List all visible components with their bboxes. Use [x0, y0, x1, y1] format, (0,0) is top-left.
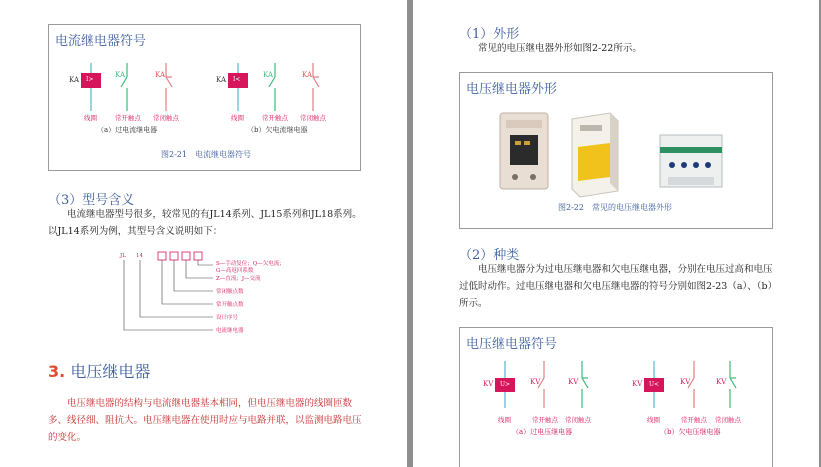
figure-title: 电压继电器符号 [466, 337, 558, 352]
figure-title: 电压继电器外形 [466, 82, 558, 97]
chapter-number: 3. [48, 362, 66, 381]
figure-caption: 图2-21 电流继电器符号 [161, 150, 251, 159]
coil-tag-b: KA [216, 76, 227, 84]
coil-symbol-a: I> [86, 76, 94, 83]
voltage-relay-symbols-drawing [460, 328, 772, 467]
section-1-heading: （1）外形 [459, 27, 520, 42]
model-meaning-diagram [118, 250, 318, 345]
coil-tag-a: KV [483, 380, 494, 388]
subcaption-b: （b）欠电流继电器 [247, 126, 308, 134]
right-page [413, 0, 819, 467]
no-tag-a: KV [568, 378, 579, 386]
model-label-3: Z—直流；J—交流 [216, 276, 261, 282]
figure-title: 电流继电器符号 [55, 34, 147, 49]
left-page [0, 0, 407, 467]
model-label-7: 电流继电器 [216, 328, 244, 334]
nc-label-a: 常闭触点 [153, 114, 179, 122]
section-2-heading: （2）种类 [459, 248, 520, 263]
coil-label-b: 线圈 [231, 114, 244, 122]
section-paragraph: 电流继电器型号很多，较常见的有JL14系列、JL15系列和JL18系列。以JL14系列为例，其型号含义说明如下： [48, 209, 362, 237]
nc-tag-a: KV [530, 378, 541, 386]
coil-label-a: 线圈 [84, 114, 97, 122]
model-prefix-jl: JL [120, 253, 126, 259]
coil-tag-a: KA [69, 76, 80, 84]
figure-caption: 图2-22 常见的电压继电器外形 [558, 203, 672, 212]
no-label-a: 常开触点 [115, 114, 141, 122]
section-2-paragraph: 电压继电器分为过电压继电器和欠电压继电器，分别在电压过高和电压过低时动作。过电压继电器和欠电压继电器的符号分别如图2-23（a）、（b）所示。 [459, 264, 773, 309]
section-1-paragraph: 常见的电压继电器外形如图2-22所示。 [478, 43, 642, 54]
voltage-relay-symbol-figure [459, 327, 773, 467]
nc-label-b: 常闭触点 [300, 114, 326, 122]
nc-contact-a-blade [166, 77, 172, 87]
no-tag-a: KA [115, 71, 126, 79]
coil-tag-b: KV [632, 380, 643, 388]
nc-contact-b-blade [313, 77, 319, 87]
subcaption-a: （a）过电压继电器 [512, 428, 573, 436]
coil-symbol-a: U> [500, 381, 511, 388]
chapter-title: 电压继电器 [70, 362, 151, 381]
nc-tag-a: KA [155, 71, 166, 79]
subcaption-a: （a）过电流继电器 [97, 126, 158, 134]
model-label-5: 常开触点数 [216, 302, 244, 308]
section-heading: （3）型号含义 [48, 193, 135, 208]
no-label-b: 常开触点 [681, 416, 707, 424]
no-tag-b: KV [716, 378, 727, 386]
nc-label-a: 常闭触点 [565, 416, 591, 424]
model-label-2: G—高返回系数 [216, 268, 254, 274]
nc-label-b: 常闭触点 [715, 416, 741, 424]
nc-tag-b: KV [680, 378, 691, 386]
model-label-6: 设计序号 [216, 315, 239, 321]
coil-symbol-b: I< [233, 76, 241, 83]
voltage-relay-photo-figure [459, 72, 773, 229]
coil-symbol-b: U< [649, 381, 660, 388]
model-prefix-14: 14 [136, 253, 143, 259]
no-tag-b: KA [263, 71, 274, 79]
coil-label-b: 线圈 [647, 416, 660, 424]
no-label-a: 常开触点 [532, 416, 558, 424]
model-label-4: 常闭触点数 [216, 289, 244, 295]
current-relay-symbol-figure [48, 24, 361, 171]
subcaption-b: （b）欠电压继电器 [660, 428, 721, 436]
chapter-paragraph: 电压继电器的结构与电流继电器基本相同，但电压继电器的线圈匝数多、线径细、阻抗大。电压继电器在使用时应与电路并联，以监测电路电压的变化。 [48, 398, 362, 443]
nc-tag-b: KA [302, 71, 313, 79]
model-label-1: S—手动复位；Q—欠电流； [216, 261, 285, 267]
chapter-heading [48, 359, 150, 382]
no-label-b: 常开触点 [262, 114, 288, 122]
coil-label-a: 线圈 [498, 416, 511, 424]
